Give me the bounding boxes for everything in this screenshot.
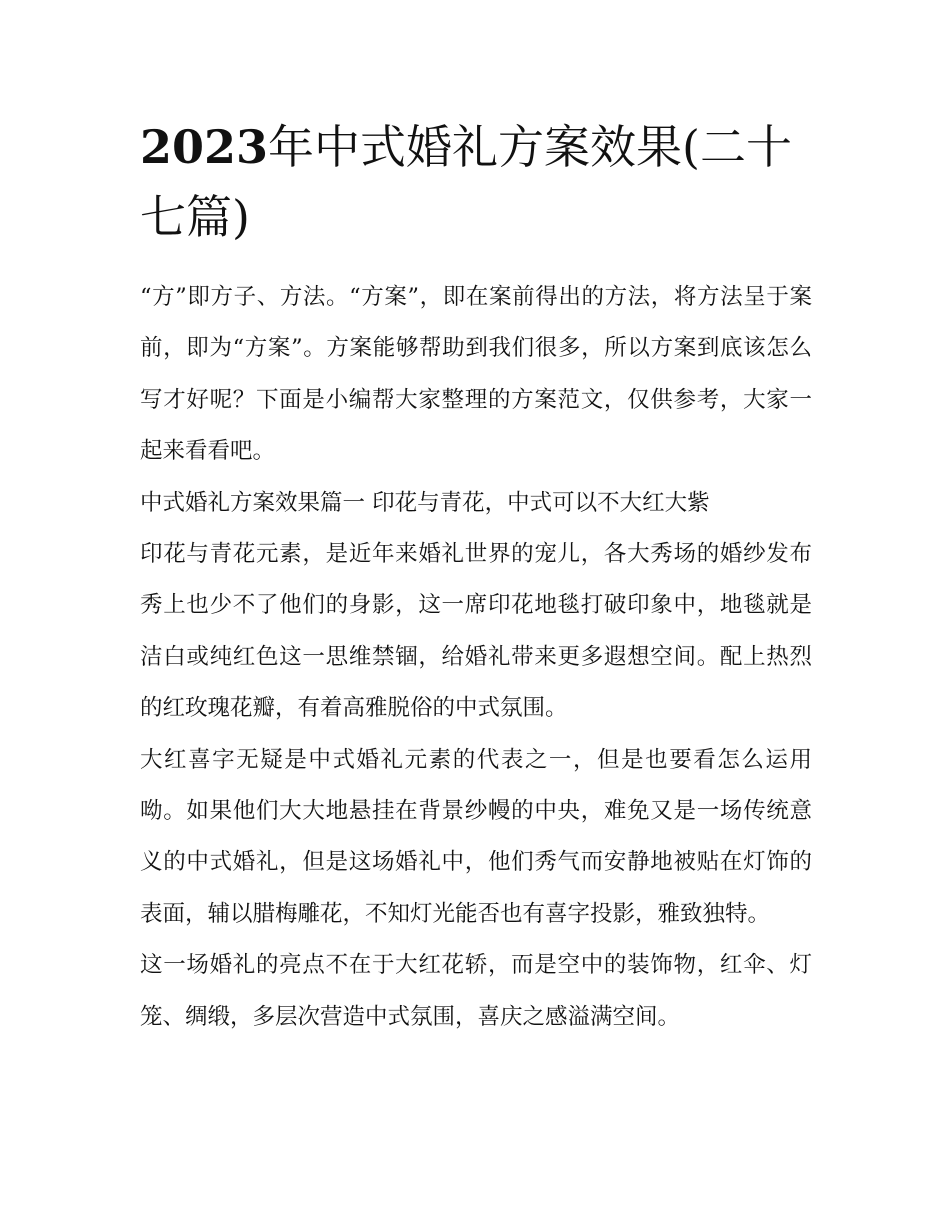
document-body [140, 272, 812, 1043]
section-heading: 中式婚礼方案效果篇一 印花与青花，中式可以不大红大紫 [140, 489, 710, 516]
title-year: 2023 [140, 120, 269, 174]
document-title [140, 112, 812, 252]
body-paragraph: 这一场婚礼的亮点不在于大红花轿，而是空中的装饰物，红伞、灯笼、绸缎，多层次营造中式氛围，喜庆之感溢满空间。 [140, 952, 812, 1030]
body-paragraph: 印花与青花元素，是近年来婚礼世界的宠儿，各大秀场的婚纱发布秀上也少不了他们的身影，这一席印花地毯打破印象中，地毯就是洁白或纯红色这一思维禁锢，给婚礼带来更多遐想空间。配上热烈的红玫瑰花瓣，有着高雅脱俗的中式氛围。 [140, 541, 812, 722]
title-text: 年中式婚礼方案效果(二十七篇) [140, 120, 792, 244]
intro-paragraph: “方”即方子、方法。“方案”，即在案前得出的方法，将方法呈于案前，即为“方案”。方案能够帮助到我们很多，所以方案到底该怎么写才好呢？下面是小编帮大家整理的方案范文，仅供参考，大家一起来看看吧。 [140, 284, 812, 465]
document-page [140, 112, 812, 1043]
body-paragraph: 大红喜字无疑是中式婚礼元素的代表之一，但是也要看怎么运用呦。如果他们大大地悬挂在背景纱幔的中央，难免又是一场传统意义的中式婚礼，但是这场婚礼中，他们秀气而安静地被贴在灯饰的表面，辅以腊梅雕花，不知灯光能否也有喜字投影，雅致独特。 [140, 746, 812, 927]
